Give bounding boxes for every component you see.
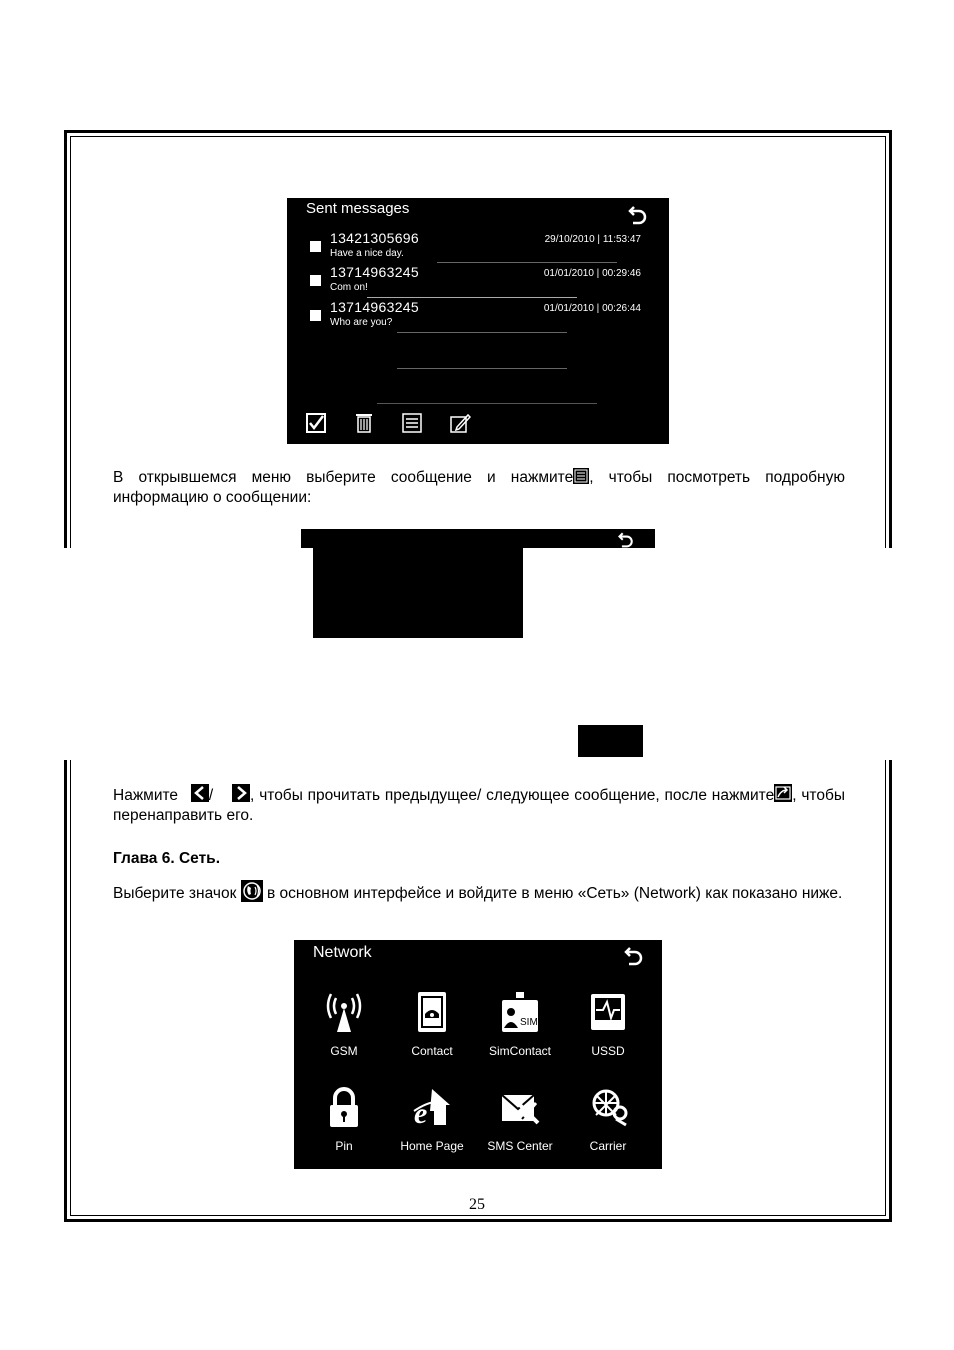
text: , чтобы перенаправить его. <box>113 787 845 824</box>
trash-icon[interactable] <box>353 412 375 434</box>
edit-icon[interactable] <box>449 412 471 434</box>
message-text: Have a nice day. <box>330 248 404 259</box>
screen-title: Sent messages <box>306 200 410 217</box>
network-item-sms-center[interactable] <box>476 1081 564 1173</box>
text: Нажмите <box>113 787 179 804</box>
item-label: Home Page <box>400 1139 464 1153</box>
waveform-icon <box>588 990 628 1034</box>
message-detail-button <box>578 725 643 757</box>
network-item-pin[interactable] <box>300 1081 388 1173</box>
message-row[interactable] <box>287 299 669 333</box>
chapter-heading: Глава 6. Сеть. <box>113 850 221 867</box>
sent-messages-screen <box>287 198 669 444</box>
envelope-tools-icon <box>500 1085 540 1129</box>
checkbox[interactable] <box>310 275 321 286</box>
divider <box>397 368 567 369</box>
network-icon <box>241 880 263 902</box>
message-number: 13714963245 <box>330 264 419 280</box>
text: Выберите значок <box>113 885 237 902</box>
paragraph-network-intro <box>113 880 845 904</box>
message-number: 13421305696 <box>330 230 419 246</box>
svg-text:e: e <box>414 1097 428 1129</box>
paragraph-navigate-messages <box>113 784 845 826</box>
lock-icon <box>324 1085 364 1129</box>
details-list-icon[interactable] <box>401 412 423 434</box>
back-arrow-icon[interactable] <box>627 203 649 225</box>
screen-title: Network <box>313 944 372 961</box>
next-arrow-icon <box>232 784 250 802</box>
antenna-icon <box>324 990 364 1034</box>
network-screen <box>294 940 662 1169</box>
message-number: 13714963245 <box>330 299 419 315</box>
carrier-logo-icon <box>588 1085 628 1129</box>
text: , чтобы посмотреть подробную информацию о сообщении: <box>113 469 845 506</box>
message-text: Com on! <box>330 282 368 293</box>
divider <box>367 297 577 298</box>
item-label: Pin <box>335 1139 353 1153</box>
ie-home-icon <box>412 1085 452 1129</box>
text: В открывшемся меню выберите сообщение и нажмите <box>113 469 574 486</box>
item-label: SimContact <box>488 1044 552 1058</box>
item-label: Contact <box>411 1044 453 1058</box>
message-detail-panel <box>313 548 523 638</box>
message-text: Who are you? <box>330 317 393 328</box>
checkbox[interactable] <box>310 241 321 252</box>
paragraph-view-details <box>113 468 845 508</box>
divider <box>437 262 617 263</box>
phone-book-icon <box>412 990 452 1034</box>
item-label: Carrier <box>589 1139 627 1153</box>
network-item-contact[interactable] <box>388 986 476 1078</box>
message-datetime: 01/01/2010 | 00:29:46 <box>543 268 641 279</box>
message-datetime: 29/10/2010 | 11:53:47 <box>544 234 641 245</box>
text: в основном интерфейсе и войдите в меню «Сеть» (Network) как показано ниже. <box>262 885 843 902</box>
item-label: SMS Center <box>487 1139 553 1153</box>
network-item-gsm[interactable] <box>300 986 388 1078</box>
divider <box>397 332 567 333</box>
back-arrow-icon[interactable] <box>617 530 635 548</box>
message-datetime: 01/01/2010 | 00:26:44 <box>543 303 641 314</box>
previous-arrow-icon <box>191 784 209 802</box>
details-list-icon <box>573 468 589 484</box>
checkbox[interactable] <box>310 310 321 321</box>
check-all-icon[interactable] <box>305 412 327 434</box>
page-number: 25 <box>469 1196 485 1213</box>
message-detail-header <box>301 529 655 548</box>
item-label: GSM <box>330 1044 358 1058</box>
network-item-simcontact[interactable] <box>476 986 564 1078</box>
text: / <box>208 787 214 804</box>
forward-icon <box>774 784 792 802</box>
item-label: USSD <box>591 1044 625 1058</box>
network-item-carrier[interactable] <box>564 1081 652 1173</box>
text: , чтобы прочитать предыдущее/ следующее сообщение, после нажмите <box>250 787 775 804</box>
back-arrow-icon[interactable] <box>623 944 645 966</box>
svg-text:SIM: SIM <box>520 1017 538 1028</box>
sim-card-icon <box>500 990 540 1034</box>
divider <box>377 403 597 404</box>
message-row[interactable] <box>287 264 669 298</box>
message-row[interactable] <box>287 230 669 264</box>
network-item-ussd[interactable] <box>564 986 652 1078</box>
network-item-home-page[interactable] <box>388 1081 476 1173</box>
